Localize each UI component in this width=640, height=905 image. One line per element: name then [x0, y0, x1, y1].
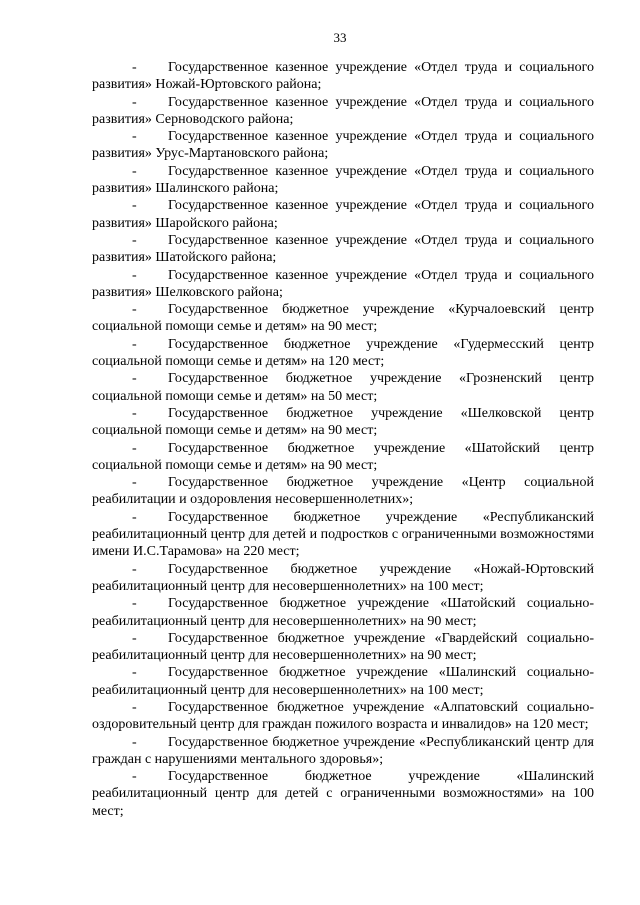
list-bullet: -	[132, 163, 137, 179]
list-item-text: Государственное бюджетное учреждение «Курчалоевский центр социальной помощи семье и детям» на 90 мест;	[92, 302, 594, 335]
list-bullet: -	[132, 129, 137, 145]
list-item	[92, 128, 594, 163]
list-item	[92, 440, 594, 475]
list-bullet: -	[132, 336, 137, 352]
list-item	[92, 630, 594, 665]
list-item-text: Государственное казенное учреждение «Отдел труда и социального развития» Шаройского района;	[92, 198, 594, 231]
list-bullet: -	[132, 302, 137, 318]
institution-list	[92, 59, 594, 820]
list-item	[92, 699, 594, 734]
list-bullet: -	[132, 60, 137, 75]
list-bullet: -	[132, 734, 137, 750]
list-bullet: -	[132, 475, 137, 491]
list-item-text: Государственное бюджетное учреждение «Грозненский центр социальной помощи семье и детям» на 50 мест;	[92, 371, 594, 404]
list-item	[92, 664, 594, 699]
list-item-text: Государственное бюджетное учреждение «Алпатовский социально-оздоровительный центр для граждан пожилого возраста и инвалидов» на 120 мест;	[92, 699, 594, 733]
list-item	[92, 474, 594, 509]
list-item-text: Государственное бюджетное учреждение «Гудермесский центр социальной помощи семье и детям» на 120 мест;	[92, 336, 594, 370]
list-item-text: Государственное бюджетное учреждение «Центр социальной реабилитации и оздоровления несовершеннолетних»;	[92, 475, 594, 508]
list-item-text: Государственное казенное учреждение «Отдел труда и социального развития» Шалинского района;	[92, 163, 594, 197]
list-item-text: Государственное казенное учреждение «Отдел труда и социального развития» Серноводского района;	[92, 94, 594, 127]
list-item	[92, 405, 594, 440]
list-item	[92, 336, 594, 371]
list-item	[92, 561, 594, 596]
list-item	[92, 94, 594, 129]
list-item-text: Государственное бюджетное учреждение «Гвардейский социально-реабилитационный центр для несовершеннолетних» на 90 мест;	[92, 630, 594, 664]
list-bullet: -	[132, 198, 137, 214]
document-page	[92, 30, 594, 820]
list-bullet: -	[132, 630, 137, 646]
list-item	[92, 301, 594, 336]
list-bullet: -	[132, 596, 137, 612]
list-item-text: Государственное бюджетное учреждение «Шатойский социально-реабилитационный центр для несовершеннолетних» на 90 мест;	[92, 596, 594, 629]
list-bullet: -	[132, 561, 137, 577]
list-item-text: Государственное бюджетное учреждение «Шалинский социально-реабилитационный центр для несовершеннолетних» на 100 мест;	[92, 665, 594, 698]
list-item	[92, 232, 594, 267]
list-bullet: -	[132, 440, 137, 456]
list-item-text: Государственное казенное учреждение «Отдел труда и социального развития» Ножай-Юртовского района;	[92, 60, 594, 93]
list-item-text: Государственное казенное учреждение «Отдел труда и социального развития» Урус-Мартановского района;	[92, 129, 594, 162]
list-item-text: Государственное бюджетное учреждение «Шелковской центр социальной помощи семье и детям» на 90 мест;	[92, 405, 594, 439]
list-item-text: Государственное казенное учреждение «Отдел труда и социального развития» Шелковского района;	[92, 267, 594, 300]
list-bullet: -	[132, 769, 137, 785]
list-bullet: -	[132, 665, 137, 681]
list-item	[92, 595, 594, 630]
list-item	[92, 197, 594, 232]
list-bullet: -	[132, 94, 137, 110]
list-item	[92, 509, 594, 561]
list-item-text: Государственное казенное учреждение «Отдел труда и социального развития» Шатойского района;	[92, 232, 594, 266]
list-item-text: Государственное бюджетное учреждение «Шалинский реабилитационный центр для детей с ограниченными возможностями» на 100 мест;	[92, 769, 594, 819]
list-item	[92, 267, 594, 302]
list-bullet: -	[132, 232, 137, 248]
list-bullet: -	[132, 371, 137, 387]
list-item	[92, 768, 594, 820]
list-item-text: Государственное бюджетное учреждение «Ножай-Юртовский реабилитационный центр для несовершеннолетних» на 100 мест;	[92, 561, 594, 594]
list-bullet: -	[132, 267, 137, 283]
list-item	[92, 370, 594, 405]
list-item-text: Государственное бюджетное учреждение «Республиканский реабилитационный центр для детей и подростков с ограниченными возможностями имени И.С.Тарамова» на 220 мест;	[92, 509, 594, 560]
page-number: 33	[333, 30, 347, 45]
list-item-text: Государственное бюджетное учреждение «Республиканский центр для граждан с нарушениями ментального здоровья»;	[92, 734, 594, 767]
list-bullet: -	[132, 509, 137, 525]
list-item	[92, 163, 594, 198]
list-bullet: -	[132, 699, 137, 715]
list-bullet: -	[132, 405, 137, 421]
list-item	[92, 59, 594, 94]
list-item	[92, 734, 594, 769]
list-item-text: Государственное бюджетное учреждение «Шатойский центр социальной помощи семье и детям» на 90 мест;	[92, 440, 594, 473]
